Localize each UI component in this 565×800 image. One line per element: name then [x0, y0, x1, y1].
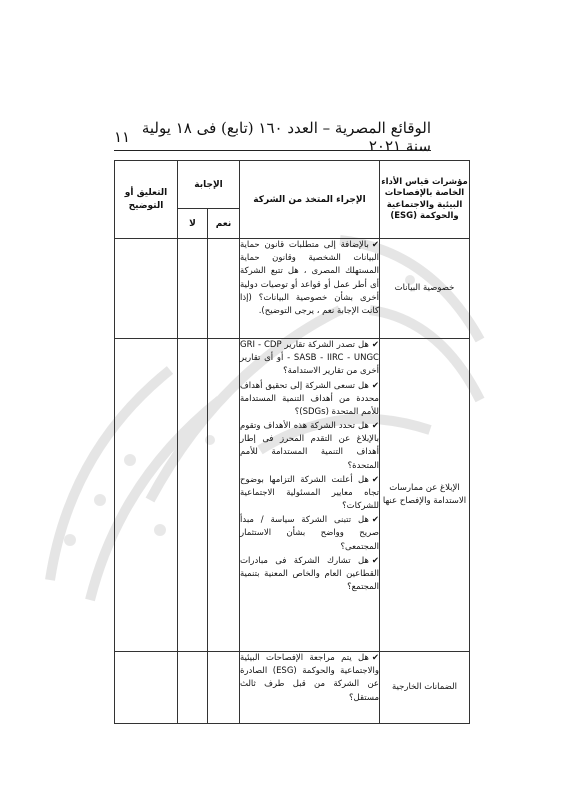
check-icon: ✔: [371, 421, 379, 432]
check-icon: ✔: [371, 380, 379, 391]
comment-cell[interactable]: [115, 339, 178, 652]
comment-cell[interactable]: [115, 652, 178, 724]
header-answer: الإجابة: [178, 161, 240, 209]
check-icon: ✔: [371, 474, 379, 485]
action-item: ✔هل تحدد الشركة هذه الأهداف وتقوم بالإبلاغ عن التقدم المحرز فى إطار أهداف التنمية المستدامة للأمم المتحدة؟: [240, 421, 379, 471]
row-indicator: الإبلاغ عن ممارسات الاستدامة والإفصاح عنها: [380, 339, 470, 652]
row-actions: [240, 339, 380, 652]
action-item: ✔هل يتم مراجعة الإفصاحات البيئية والاجتماعية والحوكمة (ESG) الصادرة عن الشركة من قبل طرف ثالث مستقل؟: [240, 653, 379, 703]
page-header: [114, 119, 431, 155]
check-icon: ✔: [371, 240, 379, 250]
check-icon: ✔: [371, 340, 380, 350]
action-item: ✔هل تتبنى الشركة سياسة / مبدأ صريح وواضح بشأن الاستثمار المجتمعى؟: [240, 515, 379, 552]
row-actions: [240, 652, 380, 724]
header-indicators: مؤشرات قياس الأداء الخاصة بالإفصاحات البيئية والاجتماعية والحوكمة (ESG): [380, 161, 470, 239]
header-rule: [114, 150, 431, 151]
header-comment: التعليق أو التوضيح: [115, 161, 178, 239]
no-cell[interactable]: [178, 339, 208, 652]
table-row: [115, 239, 470, 339]
header-yes: نعم: [208, 209, 240, 239]
action-item: ✔هل تسعى الشركة إلى تحقيق أهداف محددة من أهداف التنمية المستدامة للأمم المتحدة (SDGs)؟: [240, 380, 379, 417]
esg-table: [114, 160, 470, 724]
action-item: ✔هل أعلنت الشركة التزامها بوضوح تجاه معايير المسئولية الاجتماعية للشركات؟: [240, 474, 379, 512]
page-number: ١١: [114, 128, 131, 146]
check-icon: ✔: [371, 515, 379, 526]
action-item: ✔هل تصدر الشركة تقارير GRI - CDP - SASB - IIRC - UNGC أو أى تقارير أخرى من تقارير الاستدامة؟: [240, 340, 380, 377]
row-actions: [240, 239, 380, 339]
row-indicator: خصوصية البيانات: [380, 239, 470, 339]
check-icon: ✔: [371, 555, 379, 566]
table-row: [115, 339, 470, 652]
row-indicator: الضمانات الخارجية: [380, 652, 470, 724]
yes-cell[interactable]: [208, 239, 240, 339]
action-item: ✔بالإضافة إلى متطلبات قانون حماية البيانات الشخصية وقانون حماية المستهلك المصرى ، هل تتبع الشركة أى أطر عمل أو قواعد أو توصيات دولية أخرى بشأن خصوصية البيانات؟ (إذا كانت الإجابة نعم ، يرجى التوضيح).: [240, 240, 379, 316]
comment-cell[interactable]: [115, 239, 178, 339]
yes-cell[interactable]: [208, 652, 240, 724]
no-cell[interactable]: [178, 652, 208, 724]
header-no: لا: [178, 209, 208, 239]
no-cell[interactable]: [178, 239, 208, 339]
header-action: الإجراء المتخذ من الشركة: [240, 161, 380, 239]
table-row: [115, 652, 470, 724]
action-item: ✔هل تشارك الشركة فى مبادرات القطاعين العام والخاص المعنية بتنمية المجتمع؟: [240, 555, 379, 593]
gazette-title: الوقائع المصرية – العدد ١٦٠ (تابع) فى ١٨ يولية سنة ٢٠٢١: [141, 119, 431, 155]
check-icon: ✔: [371, 653, 379, 663]
yes-cell[interactable]: [208, 339, 240, 652]
